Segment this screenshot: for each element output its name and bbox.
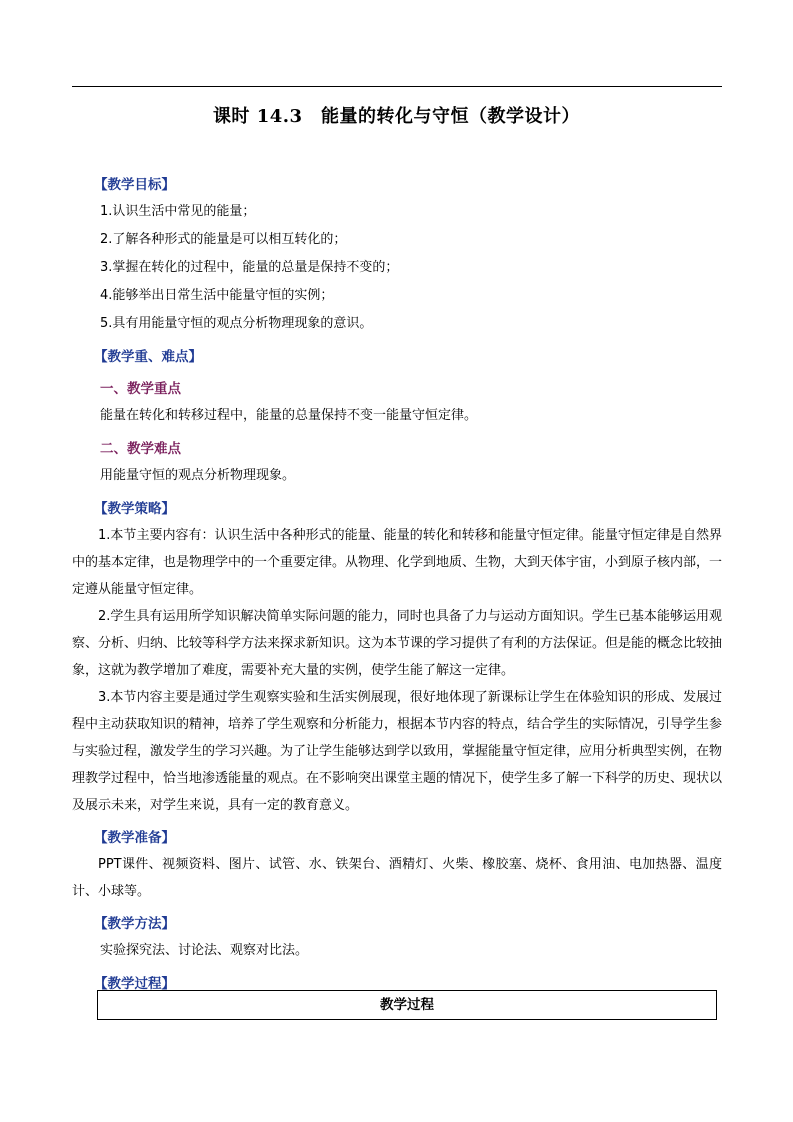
goals-heading: 【教学目标】 xyxy=(94,177,175,193)
preparation-text: PPT课件、视频资料、图片、试管、水、铁架台、酒精灯、火柴、橡胶塞、烧杯、食用油、电加热器、温度计、小球等。 xyxy=(72,857,722,899)
document-body xyxy=(72,172,723,997)
header-rule xyxy=(72,86,722,87)
difficult-point-title: 二、教学难点 xyxy=(100,441,181,457)
process-heading: 【教学过程】 xyxy=(94,976,175,992)
key-point-title: 一、教学重点 xyxy=(100,381,181,397)
method-heading: 【教学方法】 xyxy=(94,916,175,932)
document-title: 课时 14.3 能量的转化与守恒（教学设计） xyxy=(212,106,581,127)
goal-item: 4.能够举出日常生活中能量守恒的实例； xyxy=(100,288,334,303)
difficult-point-text: 用能量守恒的观点分析物理现象。 xyxy=(100,468,296,483)
goal-item: 5.具有用能量守恒的观点分析物理现象的意识。 xyxy=(100,316,373,331)
key-point-text: 能量在转化和转移过程中，能量的总量保持不变一能量守恒定律。 xyxy=(100,408,478,423)
process-table-header: 教学过程 xyxy=(97,990,717,1020)
method-text: 实验探究法、讨论法、观察对比法。 xyxy=(100,943,309,958)
preparation-heading: 【教学准备】 xyxy=(94,830,175,846)
goal-item: 2.了解各种形式的能量是可以相互转化的； xyxy=(100,232,347,247)
goal-item: 1.认识生活中常见的能量； xyxy=(100,204,256,219)
strategy-paragraph: 3.本节内容主要是通过学生观察实验和生活实例展现，很好地体现了新课标让学生在体验知识的形成、发展过程中主动获取知识的精神，培养了学生观察和分析能力，根据本节内容的特点，结合学生的实际情况，引导学生参与实验过程，激发学生的学习兴趣。为了让学生能够达到学以致用，掌握能量守恒定律，应用分析典型实例，在物理教学过程中，恰当地渗透能量的观点。在不影响突出课堂主题的情况下，使学生多了解一下科学的历史、现状以及展示未来，对学生来说，具有一定的教育意义。 xyxy=(72,690,723,813)
strategy-heading: 【教学策略】 xyxy=(94,501,175,517)
strategy-paragraph: 1.本节主要内容有：认识生活中各种形式的能量、能量的转化和转移和能量守恒定律。能量守恒定律是自然界中的基本定律，也是物理学中的一个重要定律。从物理、化学到地质、生物，大到天体宇宙，小到原子核内部，一定遵从能量守恒定律。 xyxy=(72,528,723,597)
strategy-paragraph: 2.学生具有运用所学知识解决简单实际问题的能力，同时也具备了力与运动方面知识。学生已基本能够运用观察、分析、归纳、比较等科学方法来探求新知识。这为本节课的学习提供了有利的方法保证。但是能的概念比较抽象，这就为教学增加了难度，需要补充大量的实例，使学生能了解这一定律。 xyxy=(72,609,723,678)
goal-item: 3.掌握在转化的过程中，能量的总量是保持不变的； xyxy=(100,260,399,275)
key-difficult-heading: 【教学重、难点】 xyxy=(94,349,202,365)
